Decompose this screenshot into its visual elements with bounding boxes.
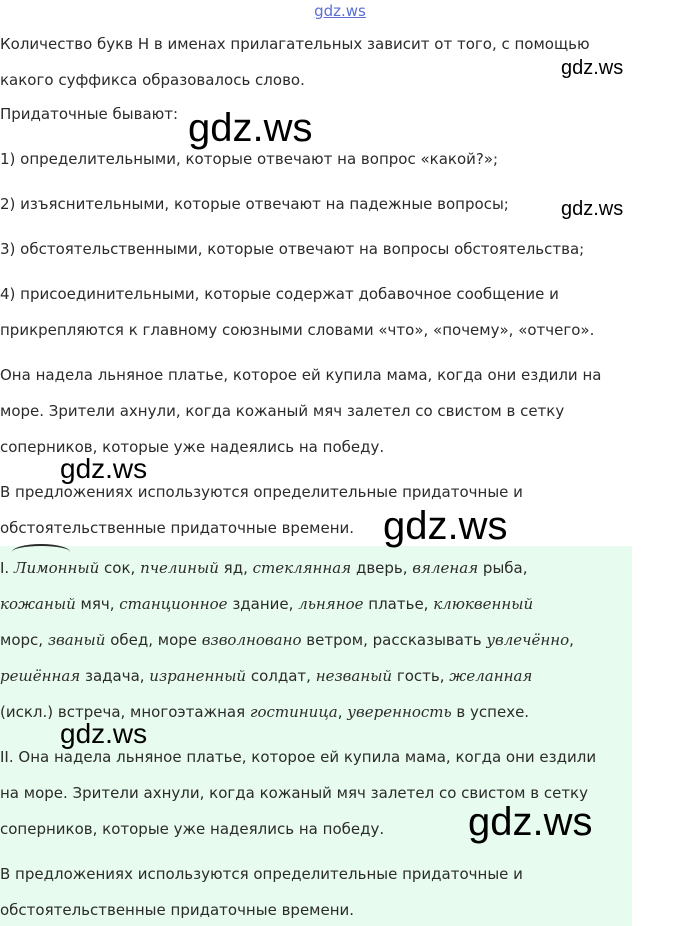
conclusion-line: обстоятельственные придаточные времени. xyxy=(0,519,355,537)
answer-line xyxy=(0,594,533,614)
plain-text: морс, xyxy=(0,631,48,649)
example-word: уверенность xyxy=(347,703,452,721)
plain-text: платье, xyxy=(363,595,434,613)
example-word: гостиница xyxy=(249,703,338,721)
plain-text: , xyxy=(569,631,574,649)
example-word: клюквенный xyxy=(433,595,534,613)
plain-text: дверь, xyxy=(351,559,413,577)
watermark: gdz.ws xyxy=(561,198,624,220)
plain-text: яд, xyxy=(218,559,253,577)
plain-text: (искл.) встреча, многоэтажная xyxy=(0,703,250,721)
plain-text: гость, xyxy=(392,667,450,685)
watermark: gdz.ws xyxy=(383,504,508,548)
example-word: пчелиный xyxy=(140,559,219,577)
watermark: gdz.ws xyxy=(60,453,148,484)
theory-line: какого суффикса образовалось слово. xyxy=(0,71,305,89)
example-word: незваный xyxy=(315,667,393,685)
example-word: желанная xyxy=(449,667,533,685)
example-word: кожаный xyxy=(0,595,76,613)
plain-text: солдат, xyxy=(246,667,316,685)
example-word: увлечённо xyxy=(486,631,570,649)
example-word: званый xyxy=(47,631,106,649)
example-word: вяленая xyxy=(412,559,479,577)
example-line: соперников, которые уже надеялись на победу. xyxy=(0,438,385,456)
site-watermark[interactable]: gdz.ws xyxy=(314,2,366,20)
list-item: 1) определительными, которые отвечают на вопрос «какой?»; xyxy=(0,150,499,168)
plain-text: рыба, xyxy=(478,559,528,577)
answer-line xyxy=(0,666,532,686)
answer-line xyxy=(0,630,574,650)
plain-text: в успехе. xyxy=(451,703,530,721)
theory-line: Количество букв Н в именах прилагательных зависит от того, с помощью xyxy=(0,35,590,53)
watermark: gdz.ws xyxy=(60,718,148,749)
example-line: Она надела льняное платье, которое ей купила мама, когда они ездили на xyxy=(0,366,602,384)
example-word: станционное xyxy=(119,595,228,613)
list-item: 4) присоединительными, которые содержат добавочное сообщение и xyxy=(0,285,559,303)
plain-text: обед, море xyxy=(105,631,202,649)
plain-text: ветром, рассказывать xyxy=(301,631,487,649)
watermark: gdz.ws xyxy=(468,800,593,844)
example-word: израненный xyxy=(149,667,247,685)
watermark: gdz.ws xyxy=(188,106,313,150)
example-line: море. Зрители ахнули, когда кожаный мяч залетел со свистом в сетку xyxy=(0,402,565,420)
plain-text: , xyxy=(337,703,348,721)
list-item: 2) изъяснительными, которые отвечают на падежные вопросы; xyxy=(0,195,509,213)
conclusion-line: В предложениях используются определительные придаточные и xyxy=(0,483,523,501)
example-word: решённая xyxy=(0,667,81,685)
example-word: взволновано xyxy=(201,631,302,649)
watermark: gdz.ws xyxy=(561,57,624,79)
answer-line: В предложениях используются определительные придаточные и xyxy=(0,865,523,883)
answer-line: на море. Зрители ахнули, когда кожаный мяч залетел со свистом в сетку xyxy=(0,784,588,802)
example-word: стеклянная xyxy=(252,559,352,577)
example-word: льняное xyxy=(298,595,364,613)
plain-text: задача, xyxy=(80,667,150,685)
example-word: Лимонный xyxy=(13,559,100,577)
plain-text: здание, xyxy=(227,595,299,613)
list-item: прикрепляются к главному союзными словами «что», «почему», «отчего». xyxy=(0,321,595,339)
answer-line: обстоятельственные придаточные времени. xyxy=(0,901,355,919)
list-item: 3) обстоятельственными, которые отвечают на вопросы обстоятельства; xyxy=(0,240,585,258)
plain-text: I. xyxy=(0,559,14,577)
answer-line: соперников, которые уже надеялись на победу. xyxy=(0,820,385,838)
theory-intro: Придаточные бывают: xyxy=(0,105,179,123)
answer-line: II. Она надела льняное платье, которое ей купила мама, когда они ездили xyxy=(0,748,597,766)
answer-line xyxy=(0,558,528,578)
plain-text: сок, xyxy=(99,559,141,577)
plain-text: мяч, xyxy=(75,595,120,613)
